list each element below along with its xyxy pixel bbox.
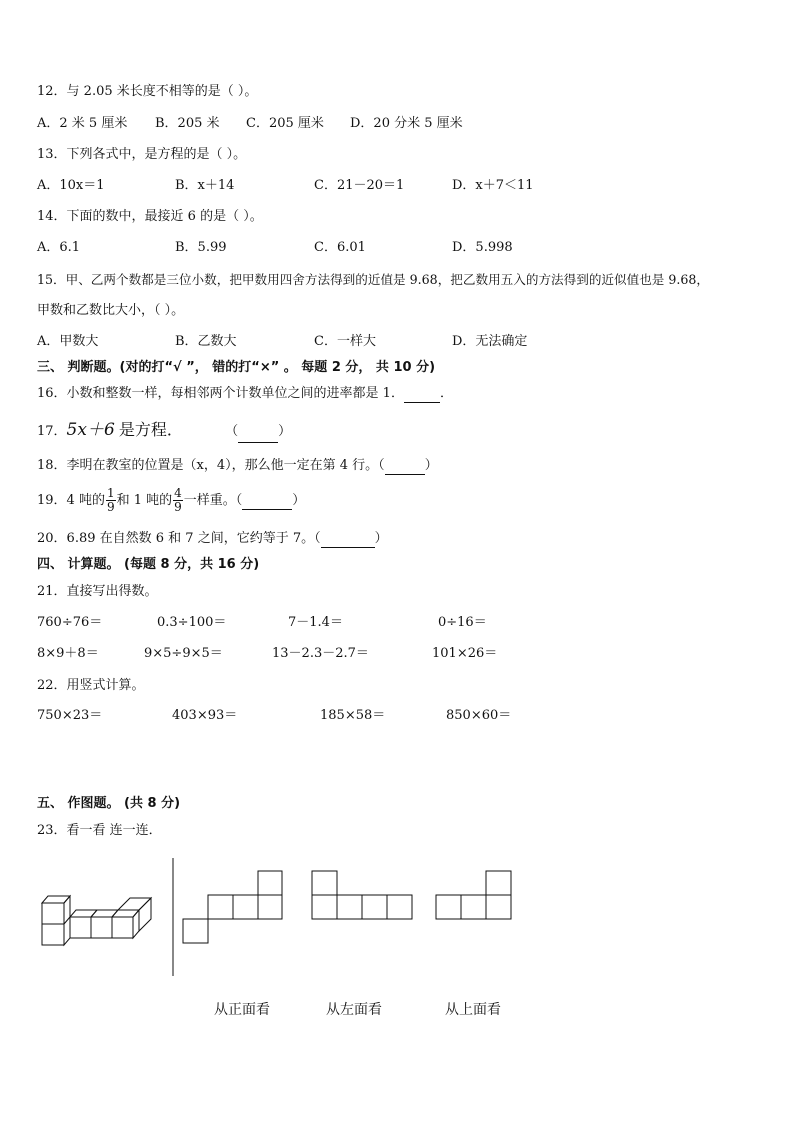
q19-f1-numerator: 1	[106, 486, 115, 500]
q22-stem: 22．用竖式计算。	[37, 678, 145, 693]
q12-option-c: C．205 厘米	[246, 116, 324, 131]
q13-stem: 13．下列各式中，是方程的是（ ）。	[37, 147, 247, 162]
view-grid-1	[183, 871, 283, 944]
q21-item-5: 8×9＋8＝	[37, 646, 99, 661]
q15-stem-line1: 15．甲、乙两个数都是三位小数，把甲数用四舍方法得到的近值是 9.68，把乙数用五入的方法得到的近似值也是 9.68，	[37, 272, 710, 287]
q15-stem-line2: 甲数和乙数比大小，（ ）。	[37, 303, 185, 318]
view-grid-3	[436, 871, 512, 920]
q21-item-3: 7－1.4＝	[288, 615, 343, 630]
q12-stem: 12．与 2.05 米长度不相等的是（ ）。	[37, 84, 258, 99]
q21-item-6: 9×5÷9×5＝	[144, 646, 223, 661]
divider-line	[172, 858, 174, 976]
q19-post: 一样重。（	[183, 493, 243, 508]
q19-f2-numerator: 4	[174, 486, 182, 500]
q21-item-1: 760÷76＝	[37, 615, 103, 630]
q17-paren-close: ）	[278, 424, 292, 439]
q22-item-4: 850×60＝	[446, 708, 512, 723]
q17-text: 是方程．	[118, 420, 183, 439]
q17-paren-open: （	[225, 424, 239, 439]
section3-heading: 三、 判断题。(对的打“√ ”， 错的打“×” 。 每题 2 分， 共 10 分)	[37, 360, 436, 375]
section4-heading: 四、 计算题。 (每题 8 分，共 16 分)	[37, 557, 260, 572]
q15-option-b: B．乙数大	[175, 334, 237, 349]
q12-option-b: B．205 米	[155, 116, 220, 131]
q15-option-c: C．一样大	[314, 334, 376, 349]
q20-text: 20．6.89 在自然数 6 和 7 之间，它约等于 7。（	[37, 531, 321, 546]
q13-option-c: C．21－20＝1	[314, 178, 405, 193]
q19-line	[37, 484, 305, 518]
q19-end: ）	[292, 493, 306, 508]
q20-line	[37, 531, 388, 548]
q14-option-c: C．6.01	[314, 240, 366, 255]
q14-stem: 14．下面的数中，最接近 6 的是（ ）。	[37, 209, 263, 224]
q18-text: 18．李明在教室的位置是（x，4），那么他一定在第 4 行。（	[37, 458, 385, 473]
q17-num: 17．	[37, 424, 67, 439]
q23-stem: 23．看一看 连一连．	[37, 823, 162, 838]
q18-end: ）	[424, 458, 438, 473]
q19-fraction-four-ninths	[173, 487, 183, 514]
q13-option-b: B．x＋14	[175, 178, 235, 193]
q21-stem: 21．直接写出得数。	[37, 584, 158, 599]
q21-item-2: 0.3÷100＝	[157, 615, 227, 630]
q17-blank	[238, 422, 278, 443]
q19-f1-denominator: 9	[106, 500, 115, 514]
q12-option-d: D．20 分米 5 厘米	[350, 116, 463, 131]
q17-expression: 5x＋6	[66, 420, 115, 440]
q22-item-1: 750×23＝	[37, 708, 103, 723]
caption-front-view: 从正面看	[214, 1002, 270, 1018]
view-grid-2	[312, 871, 413, 920]
q18-line	[37, 458, 438, 475]
q21-item-8: 101×26＝	[432, 646, 498, 661]
q20-end: ）	[374, 531, 388, 546]
q19-fraction-one-ninth	[106, 487, 116, 514]
q17-line	[37, 420, 291, 443]
q13-option-d: D．x＋7＜11	[452, 178, 534, 193]
caption-top-view: 从上面看	[445, 1002, 501, 1018]
q19-f2-denominator: 9	[174, 500, 182, 514]
q18-blank	[385, 458, 425, 475]
q21-item-7: 13－2.3－2.7＝	[272, 646, 369, 661]
q14-option-b: B．5.99	[175, 240, 227, 255]
q12-option-a: A．2 米 5 厘米	[37, 116, 128, 131]
q22-item-2: 403×93＝	[172, 708, 238, 723]
q16-text: 16．小数和整数一样，每相邻两个计数单位之间的进率都是 1．	[37, 386, 404, 401]
q14-option-d: D．5.998	[452, 240, 513, 255]
q13-option-a: A．10x＝1	[37, 178, 105, 193]
q19-pre: 19．4 吨的	[37, 493, 105, 508]
q21-item-4: 0÷16＝	[438, 615, 487, 630]
q19-mid: 和 1 吨的	[116, 493, 173, 508]
caption-left-view: 从左面看	[326, 1002, 382, 1018]
q15-option-d: D．无法确定	[452, 334, 528, 349]
q16-end: ．	[439, 386, 453, 401]
q19-blank	[242, 493, 292, 510]
q16-line	[37, 386, 453, 403]
q16-blank	[404, 386, 440, 403]
q14-option-a: A．6.1	[37, 240, 81, 255]
q15-option-a: A．甲数大	[37, 334, 99, 349]
section5-heading: 五、 作图题。 (共 8 分)	[37, 796, 181, 811]
q20-blank	[321, 531, 375, 548]
cube-stack-figure	[42, 893, 154, 945]
q22-item-3: 185×58＝	[320, 708, 386, 723]
